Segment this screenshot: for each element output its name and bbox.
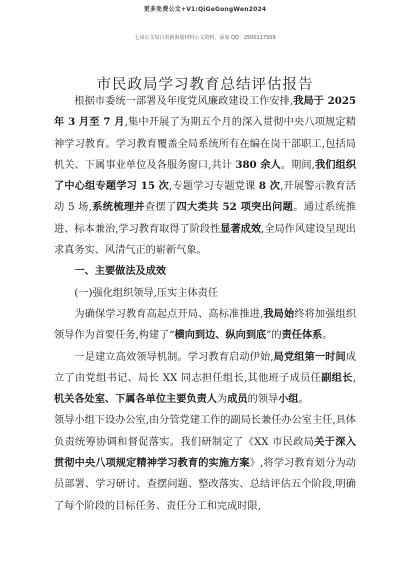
- para2-text-e: ”的: [266, 330, 282, 342]
- para1-bold-l: 四大类共 52 项突出问题: [176, 201, 294, 214]
- para2-bold-f: 责任体系: [281, 329, 323, 342]
- para3-bold-d: 副组长: [321, 371, 353, 384]
- para1-bold-j: 系统梳理并: [91, 201, 145, 214]
- para1-text-c: ,集中开展了为期五个月的深入贯彻中央八项规定精神学习教育。学习教育覆盖全局系统所有在编在岗干部职工,包括局机关、下属事业单位及各服务窗口,共计: [54, 117, 356, 171]
- intro-paragraph: [54, 91, 356, 261]
- section-heading-1: 一、主要做法及成效: [74, 265, 167, 278]
- para3-bold-f: 机关各处室、下属各单位主要负责人: [54, 393, 217, 406]
- para3-text-c: 成立了由党组书记、局长 XX 同志担任组长,其他班子成员任: [54, 351, 356, 384]
- para3-bold-j: 小组: [278, 393, 299, 406]
- para2-text-g: 。: [322, 330, 333, 342]
- para3-text-g: 为: [217, 394, 228, 406]
- para4-text-a: 领导小组下设办公室,由分管党建工作的副局长兼任办公室主任,具体负责统筹协调和督促落实。我们研制定了《XX 市民政局: [54, 415, 356, 448]
- para4-bold-b: 关于深入贯彻中央八项规定精神学习教育的实施方案: [54, 435, 357, 470]
- para3-bold-h: 成员: [227, 393, 248, 406]
- para2-bold-b: 我局始: [263, 307, 295, 320]
- para1-bold-d: 380 余人: [235, 158, 281, 171]
- para3-text-a: 一是建立高效领导机制。学习教育启动伊始,: [74, 351, 274, 363]
- document-title: 市民政局学习教育总结评估报告: [96, 77, 314, 93]
- para1-bold-b: 我局于 2025 年 3 月至 7 月: [54, 95, 356, 129]
- top-banner: 更多免费公文+V1:QiGeGongWen2024: [143, 6, 267, 13]
- paragraph-4: [54, 410, 356, 516]
- para3-text-i: 的领导: [247, 394, 279, 406]
- para3-text-k: 。: [298, 394, 309, 406]
- para1-bold-h: 8 次: [258, 180, 281, 193]
- subsection-heading-1: (一)强化组织领导,压实主体责任: [74, 287, 219, 299]
- para1-bold-f: 我们组织了中心组专题学习 15 次: [54, 158, 357, 193]
- para1-text-a: 根据市委统一部署及年度党风廉政建设工作安排,: [74, 96, 294, 107]
- para1-text-o: ,全局作风建设呈现出求真务实、风清气正的崭新气象。: [54, 223, 356, 257]
- paragraph-3: [54, 347, 356, 411]
- para1-bold-n: 显著成效: [220, 222, 262, 235]
- paragraph-2: [54, 304, 356, 347]
- para2-text-c: 终将加强组织领导作为首要任务,构建了“: [54, 308, 357, 342]
- para1-text-k: 查摆了: [144, 202, 177, 214]
- para1-text-m: 。通过系统推进、标本兼治,学习教育取得了阶段性: [54, 202, 357, 235]
- para4-text-c: 》,将学习教育划分为动员部署、学习研讨、查摆问题、整改落实、总结评估五个阶段,明确了每个阶段的目标任务、责任分工和完成时限,: [54, 458, 356, 512]
- para1-text-e: 。期间,: [280, 159, 315, 171]
- para1-text-g: ,专题学习专题党课: [169, 181, 259, 193]
- sub-banner: 七哥公文每日更新海量材料公文资料，添加 QQ：2500117509: [134, 35, 276, 41]
- para2-text-a: 为确保学习教育高起点开局、高标准推进,: [74, 308, 264, 320]
- para1-text-i: ,开展警示教育活动 5 场,: [54, 181, 356, 214]
- para3-bold-b: 局党组第一时间: [273, 350, 346, 363]
- para3-text-e: ,: [352, 372, 356, 384]
- document-body: [54, 91, 356, 517]
- para2-bold-d: 横向到边、纵向到底: [174, 329, 267, 342]
